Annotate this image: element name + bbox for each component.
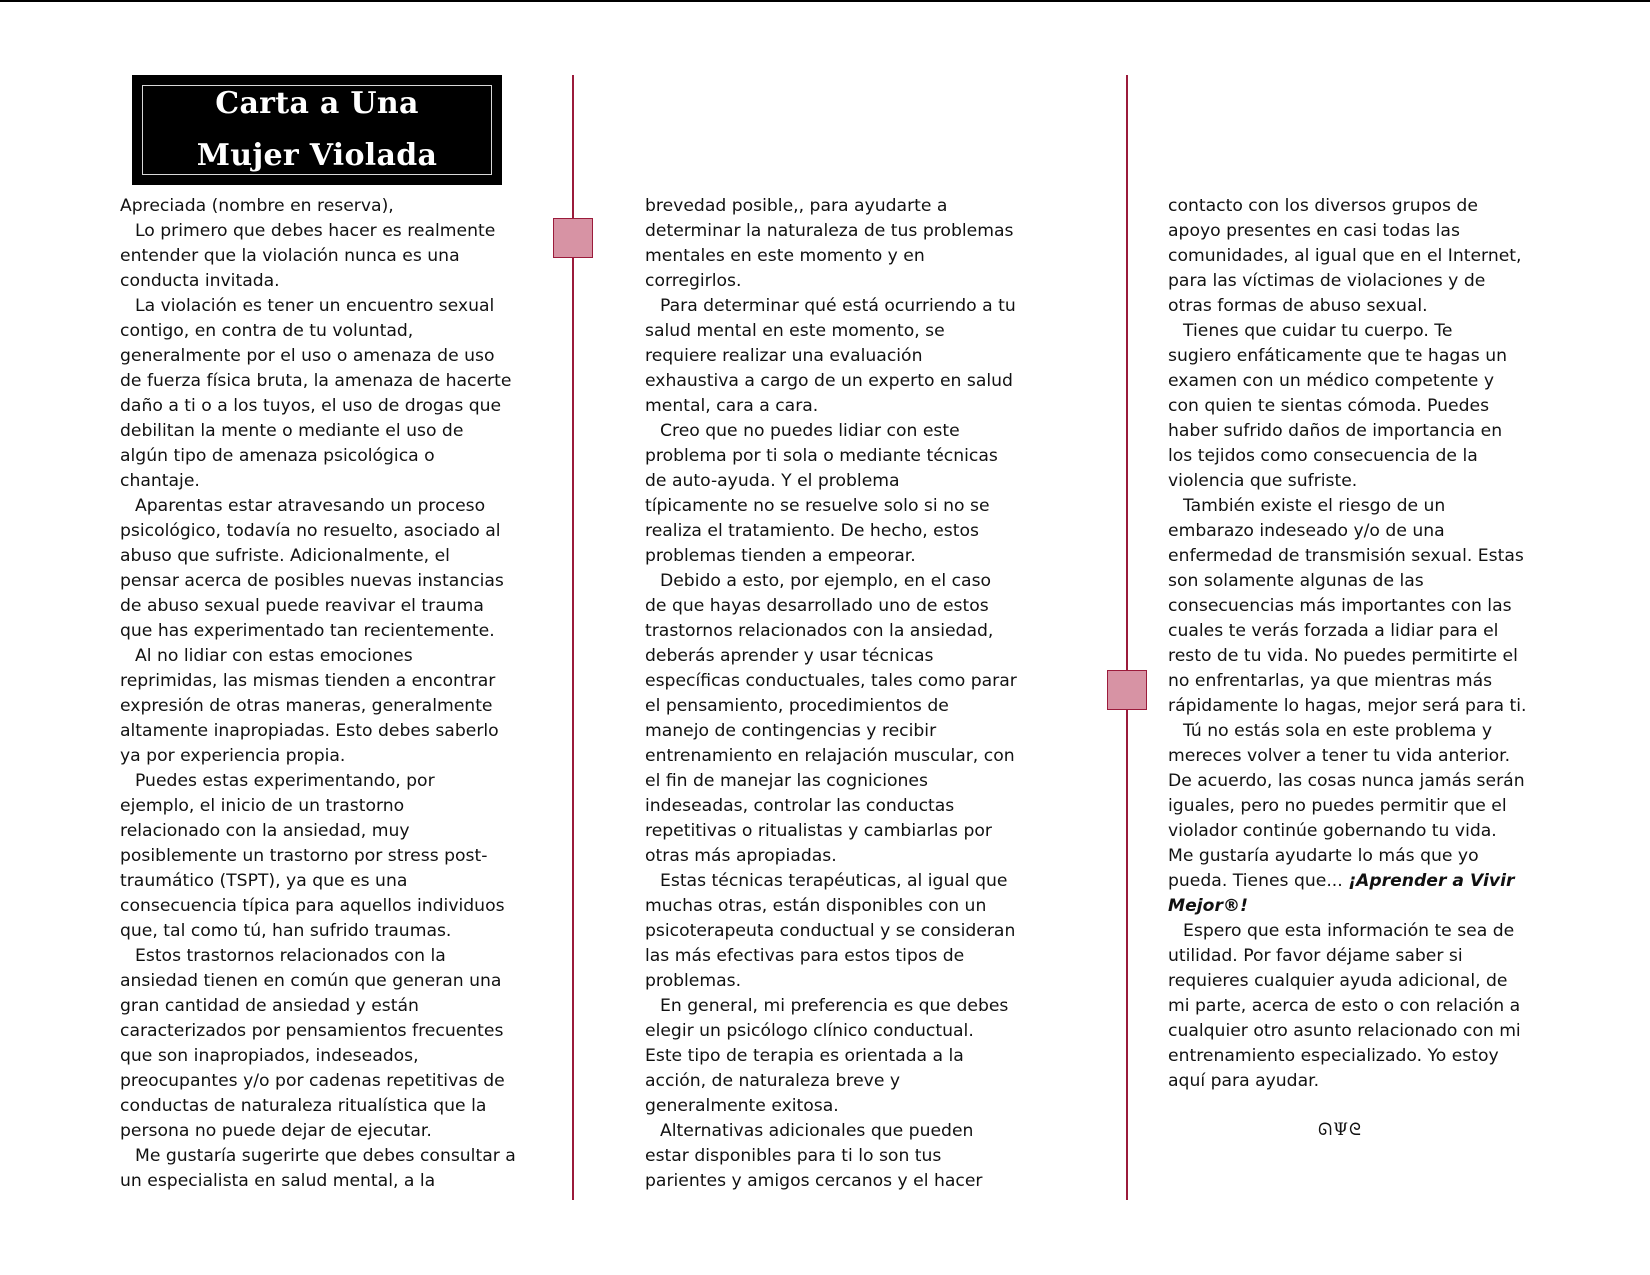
- text-line-content: Para determinar qué está ocurriendo a tu: [660, 296, 1016, 316]
- text-line: [645, 644, 1017, 669]
- text-line-content: de que hayas desarrollado uno de estos: [645, 596, 989, 616]
- text-line-content: abuso que sufriste. Adicionalmente, el: [120, 546, 450, 566]
- text-line: [645, 919, 1017, 944]
- text-line: [120, 894, 516, 919]
- text-line: [120, 244, 516, 269]
- text-line: [1168, 269, 1526, 294]
- text-line: [645, 1144, 1017, 1169]
- text-line-content: comunidades, al igual que en el Internet,: [1168, 246, 1522, 266]
- text-line: [1168, 519, 1526, 544]
- text-line-content: gran cantidad de ansiedad y están: [120, 996, 419, 1016]
- text-line: [120, 1169, 516, 1194]
- text-line-content: Puedes estas experimentando, por: [135, 771, 435, 791]
- title-line-2: Mujer Violada: [196, 138, 438, 173]
- text-line: [120, 394, 516, 419]
- text-line-content: Apreciada (nombre en reserva),: [120, 196, 394, 216]
- text-line-content: ejemplo, el inicio de un trastorno: [120, 796, 405, 816]
- text-line: [120, 1044, 516, 1069]
- text-line-content: chantaje.: [120, 471, 200, 491]
- text-line-content: específicas conductuales, tales como parar: [645, 671, 1017, 691]
- text-line-content: embarazo indeseado y/o de una: [1168, 521, 1445, 541]
- text-line-content: contigo, en contra de tu voluntad,: [120, 321, 414, 341]
- text-line-content: psicoterapeuta conductual y se consideran: [645, 921, 1016, 941]
- top-border-rule: [0, 0, 1650, 2]
- text-line: [645, 294, 1017, 319]
- text-line-content: entrenamiento en relajación muscular, con: [645, 746, 1015, 766]
- text-line-content: requieres cualquier ayuda adicional, de: [1168, 971, 1508, 991]
- text-line: [645, 669, 1017, 694]
- text-line-content: examen con un médico competente y: [1168, 371, 1494, 391]
- text-line: [645, 344, 1017, 369]
- divider-marker-right: [1107, 670, 1147, 710]
- text-line-content: Al no lidiar con estas emociones: [135, 646, 413, 666]
- text-line: [1168, 219, 1526, 244]
- text-line-content: relacionado con la ansiedad, muy: [120, 821, 410, 841]
- text-line: [120, 994, 516, 1019]
- text-line: [120, 444, 516, 469]
- text-line-content: repetitivas o ritualistas y cambiarlas por: [645, 821, 992, 841]
- text-line: [1168, 794, 1526, 819]
- text-line: [120, 844, 516, 869]
- text-line-content: mental, cara a cara.: [645, 396, 819, 416]
- text-line-content: Tú no estás sola en este problema y: [1183, 721, 1493, 741]
- text-line-content: sugiero enfáticamente que te hagas un: [1168, 346, 1507, 366]
- text-line: [1168, 919, 1526, 944]
- text-line-content: que, tal como tú, han sufrido traumas.: [120, 921, 452, 941]
- text-line: [645, 894, 1017, 919]
- text-line: [1168, 869, 1526, 894]
- text-line-content: exhaustiva a cargo de un experto en salud: [645, 371, 1013, 391]
- text-line: [1168, 894, 1526, 919]
- text-line-content: violador continúe gobernando tu vida.: [1168, 821, 1497, 841]
- text-line-content: preocupantes y/o por cadenas repetitivas de: [120, 1071, 505, 1091]
- text-line-content: Estos trastornos relacionados con la: [135, 946, 446, 966]
- text-line: [120, 194, 516, 219]
- text-line-content: También existe el riesgo de un: [1183, 496, 1446, 516]
- text-line-content: daño a ti o a los tuyos, el uso de drogas que: [120, 396, 502, 416]
- text-line: [1168, 644, 1526, 669]
- text-line: [120, 869, 516, 894]
- text-line-content: generalmente exitosa.: [645, 1096, 839, 1116]
- text-line: [645, 594, 1017, 619]
- text-line-content: con quien te sientas cómoda. Puedes: [1168, 396, 1490, 416]
- text-line: [1168, 469, 1526, 494]
- text-line: [120, 1094, 516, 1119]
- emphasis-text: ¡Aprender a Vivir: [1348, 871, 1515, 891]
- text-line-content: consecuencia típica para aquellos individuos: [120, 896, 505, 916]
- text-line: [645, 1044, 1017, 1069]
- text-line: [120, 469, 516, 494]
- text-line-content: En general, mi preferencia es que debes: [660, 996, 1009, 1016]
- text-line-content: típicamente no se resuelve solo si no se: [645, 496, 990, 516]
- text-line: [1168, 369, 1526, 394]
- text-line-content: resto de tu vida. No puedes permitirte el: [1168, 646, 1518, 666]
- text-line: [1168, 944, 1526, 969]
- text-line-content: cualquier otro asunto relacionado con mi: [1168, 1021, 1521, 1041]
- text-line-content: trastornos relacionados con la ansiedad,: [645, 621, 994, 641]
- text-line: [645, 719, 1017, 744]
- text-line-content: pueda. Tienes que...: [1168, 871, 1349, 891]
- text-line-content: caracterizados por pensamientos frecuentes: [120, 1021, 504, 1041]
- text-line-content: persona no puede dejar de ejecutar.: [120, 1121, 432, 1141]
- text-line-content: reprimidas, las mismas tienden a encontrar: [120, 671, 496, 691]
- text-line-content: Espero que esta información te sea de: [1183, 921, 1515, 941]
- text-line-content: el pensamiento, procedimientos de: [645, 696, 949, 716]
- text-line: [645, 244, 1017, 269]
- text-column-1: [120, 194, 516, 1194]
- text-line-content: La violación es tener un encuentro sexual: [135, 296, 495, 316]
- text-line: [645, 1119, 1017, 1144]
- text-line: [645, 1069, 1017, 1094]
- text-line: [120, 619, 516, 644]
- text-line: [645, 219, 1017, 244]
- text-line-content: corregirlos.: [645, 271, 742, 291]
- text-line-content: debilitan la mente o mediante el uso de: [120, 421, 464, 441]
- text-column-2: [645, 194, 1017, 1194]
- text-line: [1168, 769, 1526, 794]
- text-line: [645, 369, 1017, 394]
- text-line: [120, 969, 516, 994]
- text-line-content: un especialista en salud mental, a la: [120, 1171, 436, 1191]
- text-line: [1168, 194, 1526, 219]
- text-line: [120, 319, 516, 344]
- text-line: [1168, 669, 1526, 694]
- title-frame: [142, 85, 492, 175]
- text-line: [1168, 744, 1526, 769]
- column-divider-right: [1126, 75, 1128, 1200]
- text-line: [645, 444, 1017, 469]
- text-line-content: elegir un psicólogo clínico conductual.: [645, 1021, 974, 1041]
- text-line-content: iguales, pero no puedes permitir que el: [1168, 796, 1507, 816]
- text-line: [645, 269, 1017, 294]
- text-line-content: que has experimentado tan recientemente.: [120, 621, 495, 641]
- text-line-content: De acuerdo, las cosas nunca jamás serán: [1168, 771, 1525, 791]
- text-line-content: Lo primero que debes hacer es realmente: [135, 221, 496, 241]
- text-line-content: posiblemente un trastorno por stress post-: [120, 846, 488, 866]
- text-line: [120, 219, 516, 244]
- text-line: [1168, 544, 1526, 569]
- text-line: [120, 1019, 516, 1044]
- text-line: [1168, 444, 1526, 469]
- text-line-content: enfermedad de transmisión sexual. Estas: [1168, 546, 1524, 566]
- text-line: [645, 194, 1017, 219]
- text-line-content: que son inapropiados, indeseados,: [120, 1046, 419, 1066]
- text-line-content: problema por ti sola o mediante técnicas: [645, 446, 998, 466]
- text-line: [120, 269, 516, 294]
- text-line-content: problemas tienden a empeorar.: [645, 546, 916, 566]
- text-line: [120, 1069, 516, 1094]
- title-line-1: Carta a Una: [215, 86, 419, 121]
- text-line: [1168, 594, 1526, 619]
- text-line-content: indeseadas, controlar las conductas: [645, 796, 955, 816]
- text-line: [1168, 694, 1526, 719]
- text-line-content: realiza el tratamiento. De hecho, estos: [645, 521, 979, 541]
- text-line: [120, 544, 516, 569]
- text-line: [1168, 1019, 1526, 1044]
- text-line: [120, 944, 516, 969]
- emphasis-text: Mejor®!: [1168, 896, 1248, 916]
- text-line: [645, 769, 1017, 794]
- text-line-content: manejo de contingencias y recibir: [645, 721, 937, 741]
- text-line-content: pensar acerca de posibles nuevas instancias: [120, 571, 504, 591]
- text-line-content: problemas.: [645, 971, 742, 991]
- text-line-content: contacto con los diversos grupos de: [1168, 196, 1478, 216]
- text-line-content: acción, de naturaleza breve y: [645, 1071, 901, 1091]
- text-line-content: el fin de manejar las cogniciones: [645, 771, 928, 791]
- text-line: [120, 744, 516, 769]
- text-line: [645, 1019, 1017, 1044]
- text-line-content: expresión de otras maneras, generalmente: [120, 696, 493, 716]
- text-line-content: entender que la violación nunca es una: [120, 246, 460, 266]
- text-line: [120, 719, 516, 744]
- text-line-content: brevedad posible,, para ayudarte a: [645, 196, 948, 216]
- text-line: [120, 1119, 516, 1144]
- text-line: [645, 969, 1017, 994]
- text-line: [1168, 419, 1526, 444]
- text-line-content: las más efectivas para estos tipos de: [645, 946, 965, 966]
- text-line-content: para las víctimas de violaciones y de: [1168, 271, 1486, 291]
- text-line: [645, 494, 1017, 519]
- text-line: [120, 369, 516, 394]
- text-line: [1168, 244, 1526, 269]
- divider-marker-left: [553, 218, 593, 258]
- text-line-content: psicológico, todavía no resuelto, asociado al: [120, 521, 501, 541]
- text-line: [645, 869, 1017, 894]
- text-line: [645, 794, 1017, 819]
- text-line-content: haber sufrido daños de importancia en: [1168, 421, 1503, 441]
- text-line-content: de abuso sexual puede reavivar el trauma: [120, 596, 484, 616]
- text-line: [645, 744, 1017, 769]
- text-line: [645, 944, 1017, 969]
- text-line: [645, 569, 1017, 594]
- text-line: [120, 919, 516, 944]
- text-line: [120, 494, 516, 519]
- text-line: [120, 294, 516, 319]
- text-line-content: muchas otras, están disponibles con un: [645, 896, 987, 916]
- text-line: [1168, 844, 1526, 869]
- text-line: [645, 819, 1017, 844]
- text-line-content: son solamente algunas de las: [1168, 571, 1424, 591]
- text-line-content: ya por experiencia propia.: [120, 746, 346, 766]
- text-line-content: no enfrentarlas, ya que mientras más: [1168, 671, 1493, 691]
- text-line: [1168, 1044, 1526, 1069]
- text-line-content: aquí para ayudar.: [1168, 1071, 1320, 1091]
- text-line-content: Me gustaría sugerirte que debes consultar a: [135, 1146, 516, 1166]
- text-line: [1168, 819, 1526, 844]
- text-line-content: algún tipo de amenaza psicológica o: [120, 446, 435, 466]
- text-line: [120, 669, 516, 694]
- text-line-content: de fuerza física bruta, la amenaza de hacerte: [120, 371, 512, 391]
- text-line-content: mentales en este momento y en: [645, 246, 925, 266]
- text-line-content: estar disponibles para ti lo son tus: [645, 1146, 942, 1166]
- text-line: [120, 569, 516, 594]
- text-line: [1168, 344, 1526, 369]
- text-line: [645, 419, 1017, 444]
- text-line-content: Tienes que cuidar tu cuerpo. Te: [1183, 321, 1453, 341]
- text-line: [1168, 569, 1526, 594]
- title-banner: [132, 75, 502, 185]
- text-line-content: deberás aprender y usar técnicas: [645, 646, 934, 666]
- text-line: [645, 1169, 1017, 1194]
- text-line-content: conducta invitada.: [120, 271, 280, 291]
- text-line-content: mi parte, acerca de esto o con relación a: [1168, 996, 1521, 1016]
- text-line-content: los tejidos como consecuencia de la: [1168, 446, 1478, 466]
- text-line: [645, 844, 1017, 869]
- text-line-content: generalmente por el uso o amenaza de uso: [120, 346, 495, 366]
- text-line-content: de auto-ayuda. Y el problema: [645, 471, 900, 491]
- text-line-content: consecuencias más importantes con las: [1168, 596, 1512, 616]
- text-line: [1168, 494, 1526, 519]
- text-line-content: entrenamiento especializado. Yo estoy: [1168, 1046, 1499, 1066]
- text-line: [645, 1094, 1017, 1119]
- text-line: [1168, 294, 1526, 319]
- text-line-content: parientes y amigos cercanos y el hacer: [645, 1171, 983, 1191]
- text-line: [645, 394, 1017, 419]
- text-line-content: otras formas de abuso sexual.: [1168, 296, 1428, 316]
- text-line: [1168, 394, 1526, 419]
- text-line-content: mereces volver a tener tu vida anterior.: [1168, 746, 1511, 766]
- text-line: [120, 694, 516, 719]
- text-line-content: Me gustaría ayudarte lo más que yo: [1168, 846, 1479, 866]
- text-line: [645, 694, 1017, 719]
- text-line-content: requiere realizar una evaluación: [645, 346, 923, 366]
- text-line: [645, 544, 1017, 569]
- text-line-content: ansiedad tienen en común que generan una: [120, 971, 502, 991]
- text-line: [120, 794, 516, 819]
- closing-ornament: ᘏΨᘓ: [1318, 1120, 1362, 1140]
- text-line: [1168, 619, 1526, 644]
- text-line: [1168, 319, 1526, 344]
- text-line: [120, 419, 516, 444]
- text-line: [120, 819, 516, 844]
- text-column-3: [1168, 194, 1526, 1094]
- text-line: [645, 469, 1017, 494]
- text-line-content: Debido a esto, por ejemplo, en el caso: [660, 571, 992, 591]
- text-line-content: Estas técnicas terapéuticas, al igual que: [660, 871, 1008, 891]
- text-line-content: otras más apropiadas.: [645, 846, 837, 866]
- text-line: [1168, 1069, 1526, 1094]
- text-line-content: rápidamente lo hagas, mejor será para ti.: [1168, 696, 1527, 716]
- text-line-content: cuales te verás forzada a lidiar para el: [1168, 621, 1499, 641]
- text-line: [1168, 719, 1526, 744]
- text-line: [120, 344, 516, 369]
- text-line: [1168, 969, 1526, 994]
- text-line: [120, 519, 516, 544]
- text-line-content: utilidad. Por favor déjame saber si: [1168, 946, 1463, 966]
- text-line: [120, 594, 516, 619]
- text-line-content: apoyo presentes en casi todas las: [1168, 221, 1460, 241]
- text-line-content: violencia que sufriste.: [1168, 471, 1358, 491]
- text-line-content: salud mental en este momento, se: [645, 321, 945, 341]
- text-line-content: Aparentas estar atravesando un proceso: [135, 496, 486, 516]
- text-line: [1168, 994, 1526, 1019]
- text-line-content: Este tipo de terapia es orientada a la: [645, 1046, 964, 1066]
- text-line: [120, 644, 516, 669]
- text-line-content: altamente inapropiadas. Esto debes saberlo: [120, 721, 499, 741]
- text-line-content: traumático (TSPT), ya que es una: [120, 871, 408, 891]
- text-line-content: Alternativas adicionales que pueden: [660, 1121, 974, 1141]
- text-line: [645, 519, 1017, 544]
- text-line-content: conductas de naturaleza ritualística que la: [120, 1096, 487, 1116]
- text-line: [120, 769, 516, 794]
- text-line: [645, 619, 1017, 644]
- text-line-content: determinar la naturaleza de tus problemas: [645, 221, 1014, 241]
- text-line: [645, 994, 1017, 1019]
- text-line-content: Creo que no puedes lidiar con este: [660, 421, 960, 441]
- text-line: [120, 1144, 516, 1169]
- text-line: [645, 319, 1017, 344]
